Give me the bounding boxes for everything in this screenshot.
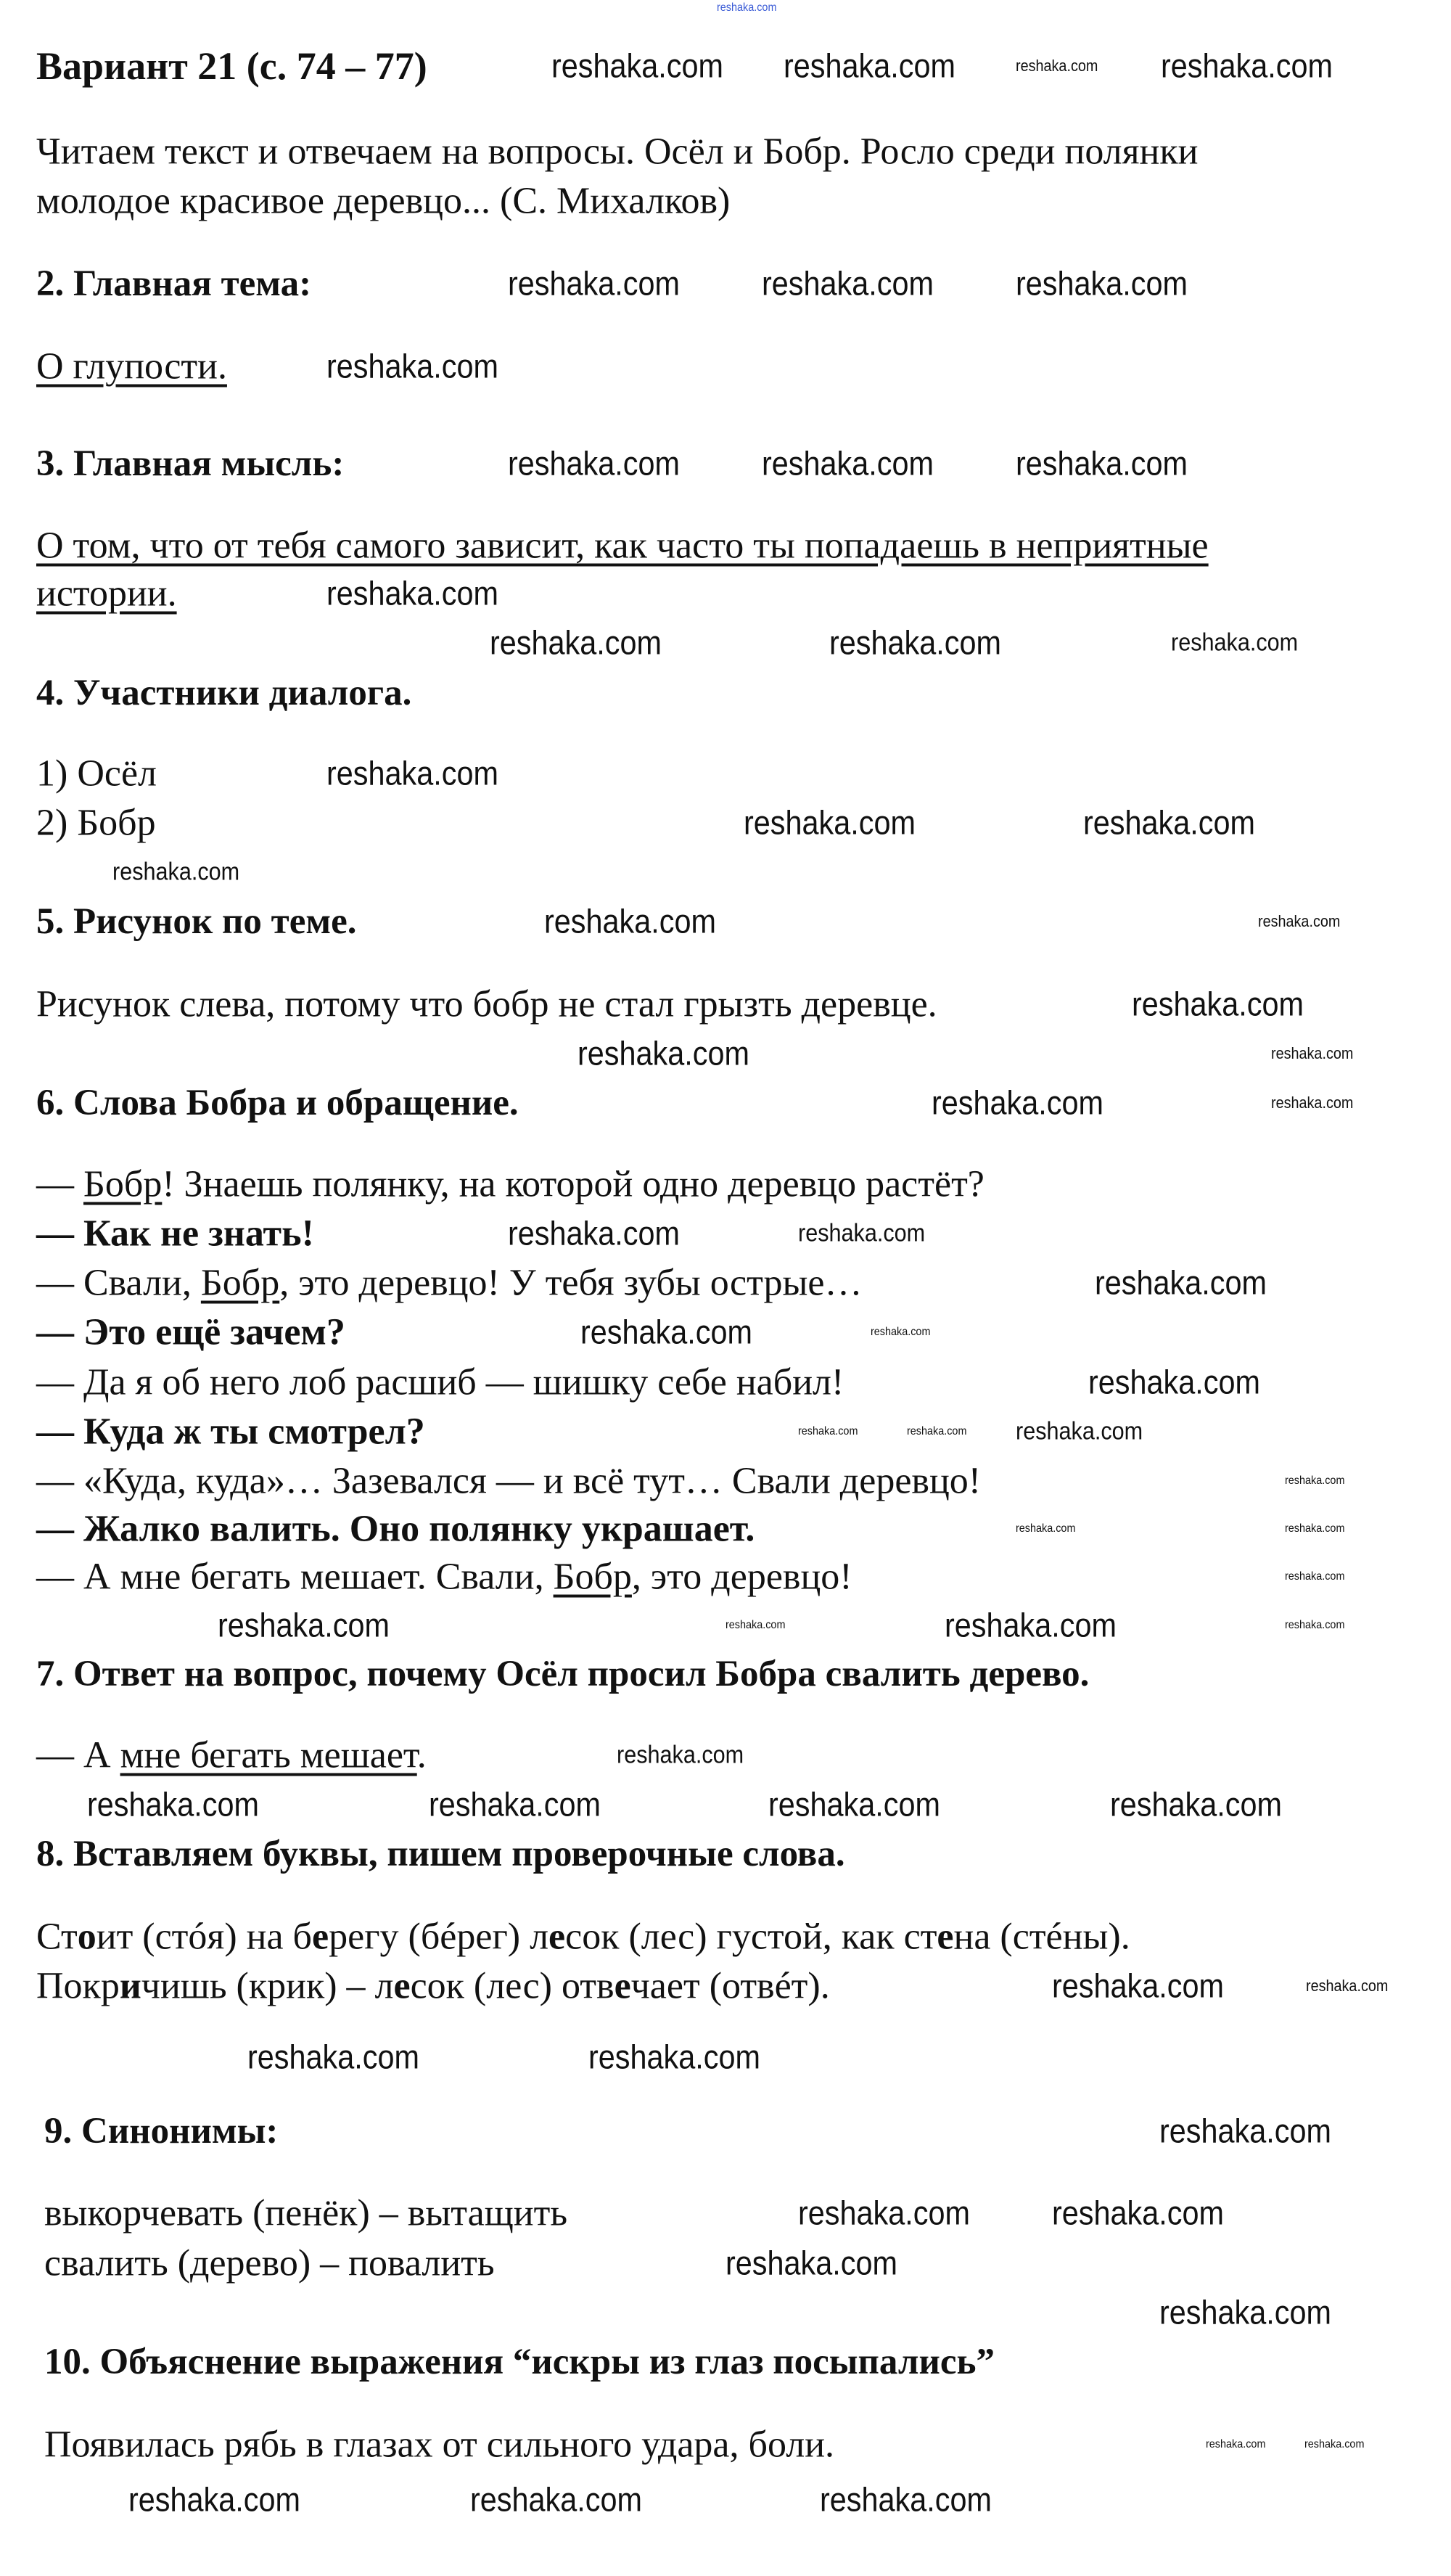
- list-item: 2) Бобр: [36, 802, 156, 844]
- inserted-letter: е: [614, 1965, 631, 2007]
- inserted-letter: е: [312, 1916, 329, 1958]
- watermark: reshaka.com: [871, 1326, 931, 1339]
- watermark: reshaka.com: [508, 264, 681, 303]
- section-heading: 10. Объяснение выражения “искры из глаз посыпались”: [44, 2342, 995, 2382]
- watermark: reshaka.com: [326, 574, 499, 612]
- line-text: Ст: [36, 1916, 78, 1958]
- watermark: reshaka.com: [1016, 444, 1188, 483]
- watermark: reshaka.com: [551, 46, 724, 85]
- line-text: ! Знаешь полянку, на которой одно деревцо растёт?: [162, 1163, 985, 1205]
- line-text: — Свали,: [36, 1262, 201, 1304]
- line-text: Покр: [36, 1965, 120, 2007]
- dialogue-line: — Да я об него лоб расшиб — шишку себе набил!: [36, 1361, 844, 1403]
- answer: Появилась рябь в глазах от сильного удара, боли.: [44, 2424, 835, 2466]
- watermark: reshaka.com: [717, 1, 777, 15]
- dialogue-line: — Это ещё зачем?: [36, 1311, 345, 1353]
- watermark: reshaka.com: [1159, 2293, 1332, 2331]
- watermark: reshaka.com: [1159, 2112, 1332, 2150]
- watermark: reshaka.com: [1285, 1522, 1345, 1535]
- watermark: reshaka.com: [744, 803, 916, 842]
- intro-line: молодое красивое деревцо... (С. Михалков): [36, 180, 731, 222]
- dialogue-line: [36, 1556, 852, 1599]
- dash: —: [36, 1163, 83, 1205]
- section-heading: 2. Главная тема:: [36, 263, 312, 304]
- underlined-answer: мне бегать мешает: [120, 1734, 417, 1776]
- watermark: reshaka.com: [1271, 1043, 1354, 1062]
- watermark: reshaka.com: [128, 2480, 301, 2519]
- inserted-letter: и: [119, 1965, 141, 2007]
- watermark: reshaka.com: [1306, 1976, 1389, 1995]
- spelling-line: [36, 1916, 1130, 1958]
- watermark: reshaka.com: [945, 1606, 1117, 1644]
- watermark: reshaka.com: [1083, 803, 1256, 842]
- watermark: reshaka.com: [1016, 1522, 1076, 1535]
- list-item: выкорчевать (пенёк) – вытащить: [44, 2192, 568, 2234]
- watermark: reshaka.com: [1285, 1619, 1345, 1632]
- section-heading: 8. Вставляем буквы, пишем проверочные слова.: [36, 1834, 845, 1874]
- section-heading: 3. Главная мысль:: [36, 443, 345, 484]
- list-item: свалить (дерево) – повалить: [44, 2242, 495, 2284]
- watermark: reshaka.com: [1052, 2194, 1225, 2232]
- dialogue-line: [36, 1163, 985, 1206]
- watermark: reshaka.com: [1095, 1263, 1267, 1302]
- spelling-line: [36, 1965, 830, 2008]
- section-heading: 4. Участники диалога.: [36, 673, 412, 713]
- watermark: reshaka.com: [87, 1785, 260, 1824]
- dialogue-line: — Как не знать!: [36, 1213, 314, 1255]
- dialogue-line: — Жалко валить. Оно полянку украшает.: [36, 1508, 755, 1550]
- line-text: сок (лес) густой, как ст: [565, 1916, 937, 1958]
- line-text: — А мне бегать мешает. Свали,: [36, 1556, 554, 1598]
- inserted-letter: о: [77, 1916, 96, 1958]
- line-text: , это деревцо! У тебя зубы острые…: [279, 1262, 863, 1304]
- dialogue-line: — Куда ж ты смотрел?: [36, 1411, 425, 1453]
- inserted-letter: е: [937, 1916, 954, 1958]
- section-heading: 9. Синонимы:: [44, 2111, 279, 2152]
- section-heading: 6. Слова Бобра и обращение.: [36, 1083, 519, 1123]
- watermark: reshaka.com: [508, 444, 681, 483]
- watermark: reshaka.com: [907, 1425, 967, 1438]
- watermark: reshaka.com: [1088, 1363, 1261, 1401]
- watermark: reshaka.com: [1271, 1093, 1354, 1112]
- section-heading: 7. Ответ на вопрос, почему Осёл просил Бобра свалить дерево.: [36, 1654, 1090, 1694]
- watermark: reshaka.com: [1285, 1474, 1345, 1488]
- watermark: reshaka.com: [429, 1785, 601, 1824]
- watermark: reshaka.com: [829, 623, 1002, 662]
- watermark: reshaka.com: [784, 46, 956, 85]
- watermark: reshaka.com: [1016, 264, 1188, 303]
- line-text: чишь (крик) – л: [141, 1965, 394, 2007]
- dialogue-line: — «Куда, куда»… Зазевался — и всё тут… Свали деревцо!: [36, 1460, 982, 1502]
- watermark: reshaka.com: [577, 1034, 750, 1072]
- address-word: Бобр: [553, 1556, 632, 1598]
- answer: О глупости.: [36, 345, 227, 387]
- watermark: reshaka.com: [1052, 1966, 1225, 2005]
- watermark: reshaka.com: [726, 2244, 898, 2282]
- watermark: reshaka.com: [1171, 628, 1299, 657]
- address-word: Бобр: [200, 1262, 280, 1304]
- watermark: reshaka.com: [218, 1606, 390, 1644]
- watermark: reshaka.com: [932, 1083, 1104, 1122]
- watermark: reshaka.com: [1206, 2438, 1266, 2451]
- line-text: — А: [36, 1734, 120, 1776]
- watermark: reshaka.com: [1304, 2438, 1365, 2451]
- watermark: reshaka.com: [1161, 46, 1333, 85]
- line-text: .: [416, 1734, 427, 1776]
- watermark: reshaka.com: [1016, 56, 1098, 75]
- watermark: reshaka.com: [588, 2038, 761, 2076]
- watermark: reshaka.com: [490, 623, 662, 662]
- line-text: регу (бéрег) л: [329, 1916, 549, 1958]
- watermark: reshaka.com: [768, 1785, 941, 1824]
- watermark: reshaka.com: [470, 2480, 643, 2519]
- watermark: reshaka.com: [726, 1619, 786, 1632]
- watermark: reshaka.com: [617, 1741, 744, 1769]
- section-heading: 5. Рисунок по теме.: [36, 901, 357, 942]
- watermark: reshaka.com: [580, 1313, 753, 1351]
- dialogue-line: [36, 1262, 863, 1305]
- watermark: reshaka.com: [762, 264, 934, 303]
- watermark: reshaka.com: [798, 2194, 971, 2232]
- watermark: reshaka.com: [762, 444, 934, 483]
- watermark: reshaka.com: [1258, 911, 1341, 930]
- address-word: Бобр: [83, 1163, 163, 1205]
- inserted-letter: е: [548, 1916, 566, 1958]
- line-text: чает (отвéт).: [630, 1965, 830, 2007]
- watermark: reshaka.com: [1016, 1417, 1143, 1445]
- watermark: reshaka.com: [820, 2480, 992, 2519]
- watermark: reshaka.com: [508, 1214, 681, 1252]
- answer-line: О том, что от тебя самого зависит, как часто ты попадаешь в неприятные: [36, 525, 1209, 567]
- line-text: на (стéны).: [953, 1916, 1130, 1958]
- watermark: reshaka.com: [1285, 1570, 1345, 1583]
- intro-line: Читаем текст и отвечаем на вопросы. Осёл и Бобр. Росло среди полянки: [36, 131, 1199, 173]
- answer: [36, 1734, 427, 1777]
- line-text: , это деревцо!: [631, 1556, 852, 1598]
- watermark: reshaka.com: [247, 2038, 420, 2076]
- watermark: reshaka.com: [326, 347, 499, 385]
- list-item: 1) Осёл: [36, 752, 157, 795]
- watermark: reshaka.com: [112, 858, 240, 886]
- watermark: reshaka.com: [1132, 985, 1304, 1023]
- line-text: ит (стóя) на б: [96, 1916, 313, 1958]
- inserted-letter: е: [393, 1965, 411, 2007]
- watermark: reshaka.com: [798, 1425, 858, 1438]
- line-text: сок (лес) отв: [410, 1965, 614, 2007]
- watermark: reshaka.com: [798, 1219, 926, 1247]
- page-title: Вариант 21 (с. 74 – 77): [36, 44, 427, 88]
- watermark: reshaka.com: [326, 754, 499, 792]
- answer-line: истории.: [36, 573, 177, 615]
- watermark: reshaka.com: [544, 902, 717, 940]
- watermark: reshaka.com: [1110, 1785, 1283, 1824]
- answer: Рисунок слева, потому что бобр не стал грызть деревце.: [36, 983, 937, 1025]
